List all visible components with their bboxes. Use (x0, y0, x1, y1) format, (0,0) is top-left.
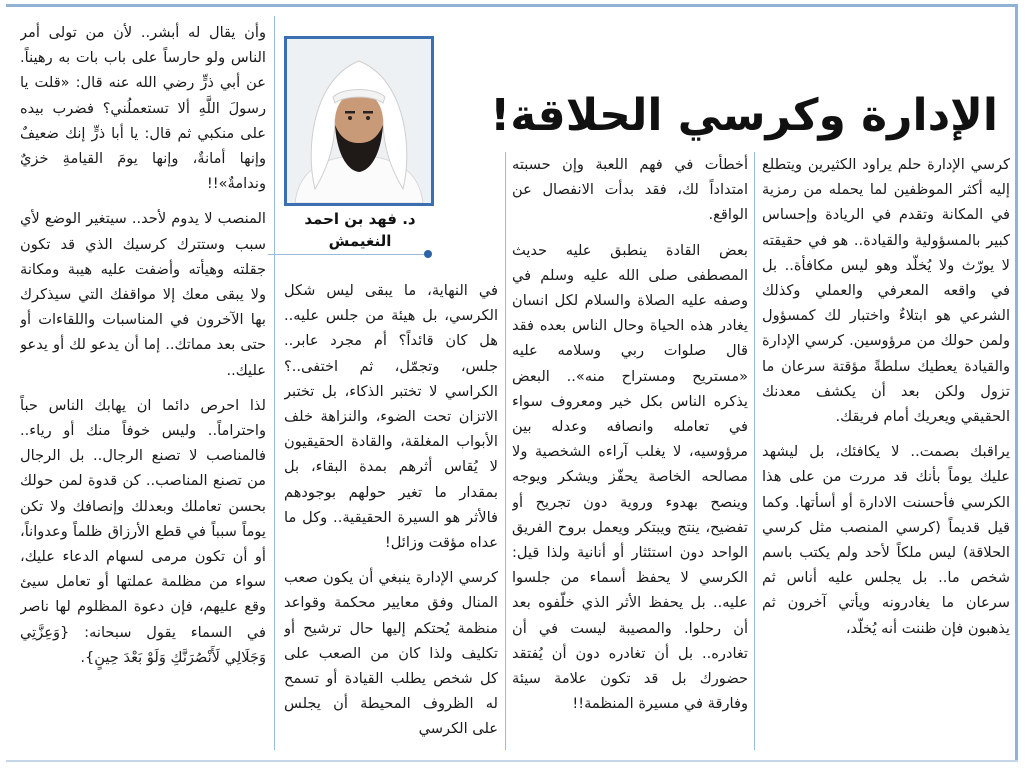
author-name-line1: د. فهد بن احمد (304, 210, 416, 228)
paragraph: بعض القادة ينطبق عليه حديث المصطفى صلى الله عليه وسلم في وصفه عليه الصلاة والسلام لكل انسان يغادر هذه الحياة وحال الناس بعده فقد قال صلوات ربي وسلامه عليه «مستريح ومستراح منه».. البعض يذكره الناس بكل خير ومعروف سواء في تعامله وانصافه وعدله بين مرؤوسيه، لا يغلب آراءه الشخصية ولا مصالحه الخاصة يحفّز ويشكر ويوجه وينصح بهدوء وروية دون تجريح أو تفضيح، ينتج ويبتكر ويعمل بروح الفريق الواحد دون استئثار أو أنانية ولذا قيل: الكرسي لا يحفظ أسماء من جلسوا عليه.. بل يحفظ الأثر الذي خلّفوه بعد أن رحلوا. والمصيبة ليست في أن تغادره.. بل أن تغادره دون أن يُفتقد حضورك بل قد تكون علامة سيئة وفارقة في مسيرة المنظمة!! (512, 241, 748, 713)
paragraph: أخطأت في فهم اللعبة وإن حسبته امتداداً لك، فقد بدأت الانفصال عن الواقع. (512, 156, 748, 224)
paragraph: كرسي الإدارة ينبغي أن يكون صعب المنال وفق معايير محكمة وقواعد منظمة يُحتكم إليها حال ترشيح أو تكليف ولذا كان من الصعب على كل شخص يطلب القيادة أو تسمح له الظروف المحيطة أن يجلس على الكرسي (284, 569, 498, 738)
paragraph: في النهاية، ما يبقى ليس شكل الكرسي، بل هيئة من جلس عليه.. هل كان قائداً؟ أم مجرد عابر.. جلس، وتجمّل، ثم اختفى..؟ الكراسي لا تختبر الذكاء، بل تختبر الاتزان تحت الضوء، والنزاهة خلف الأبواب المغلقة، والقادة الحقيقيون لا يُقاس أثرهم بمدة البقاء، بل بمقدار ما تغير حولهم بوجودهم فالأثر هو السيرة الحقيقية.. وكل ما عداه مؤقت وزائل! (284, 282, 498, 552)
paragraph: المنصب لا يدوم لأحد.. سيتغير الوضع لأي سبب وستترك كرسيك الذي قد تكون جقلته وهيأته وأضفت عليه هيبة ومكانة ولا يبقى معك إلا مواقفك التي سيذكرك بها الآخرون في المناسبات واللقاءات أو حتى بعد مماتك.. إما أن يدعو لك أو يدعو عليك.. (20, 210, 266, 379)
author-portrait-illustration (287, 39, 431, 203)
article-column-3 (284, 278, 498, 752)
author-byline (292, 208, 428, 258)
article-column-2 (512, 152, 748, 752)
paragraph: كرسي الإدارة حلم يراود الكثيرين ويتطلع إليه أكثر الموظفين لما يحمله من رمزية في المكانة وتقدم في الريادة وإحساس كبير بالمسؤولية والقيادة.. هو في حقيقته لا يورّث ولا يُخلّد وهو ليس مكافأة.. بل في واقعه المعرفي والعملي وكذلك الشرعي هو ابتلاءٌ واختبار لك كمسؤول ولمن حولك من مرؤوسين. كرسي الإدارة والقيادة يعطيك سلطةً مؤقتة سرعان ما تزول ولكن بعد أن يكشف معدنك الحقيقي ويعريك أمام فريقك. (762, 156, 1010, 426)
column-divider (505, 152, 506, 750)
paragraph: لذا احرص دائما ان يهابك الناس حباً واحتراماً.. وليس خوفاً منك أو رياء.. فالمناصب لا تصنع الرجال.. بل الرجال من تصنع المناصب.. كن قدوة لمن حولك بحسن تعاملك وبعدلك وإنصافك ولا تكن يوماً سبباً في قطع الأرزاق ظلماً وعدواناً، أو أن تكون مرمى لسهام الدعاء عليك، سواء من مظلمة عملتها أو تعامل سيئ وقع عليهم، فإن دعوة المظلوم لها ناصر في السماء يقول سبحانه: {وَعِزَّتِي وَجَلَالِي لَأَنْصُرَنَّكِ وَلَوْ بَعْدَ حِينٍ}. (20, 396, 266, 666)
paragraph: يراقبك بصمت.. لا يكافئك، بل ليشهد عليك يوماً بأنك قد مررت من على هذا الكرسي فأحسنت الادارة أو أسأتها. وكما قيل قديماً (كرسي المنصب مثل كرسي الحلاقة) ليس ملكاً لأحد ولم يكتب باسم شخص ما.. بل يجلس عليه أناس ثم سرعان ما يغادرونه ويأتي آخرون ثم يذهبون فإن ظننت أنه يُخلّد، (762, 443, 1010, 637)
byline-bullet (424, 250, 432, 258)
column-divider (274, 16, 275, 750)
article-column-4 (20, 20, 266, 752)
page-frame-bottom (6, 760, 1018, 762)
column-divider (754, 152, 755, 750)
author-name-line2: النغيمش (328, 232, 392, 250)
article-title: الإدارة وكرسي الحلاقة! (490, 90, 998, 142)
paragraph: وأن يقال له أبشر.. لأن من تولى أمر الناس ولو حارساً على باب بات به رهيناً. عن أبي ذرٍّ رضي الله عنه قال: «قلت يا رسولَ اللَّهِ ألا تستعملُني؟ فضرب بيده على منكبي ثم قال: يا أبا ذرٍّ إنك ضعيفٌ وإنها أمانةٌ، وإنها يومَ القيامةِ خزيٌ وندامةٌ»!! (20, 24, 266, 193)
article-column-1 (762, 152, 1010, 752)
author-photo (284, 36, 434, 206)
byline-divider (268, 254, 428, 255)
